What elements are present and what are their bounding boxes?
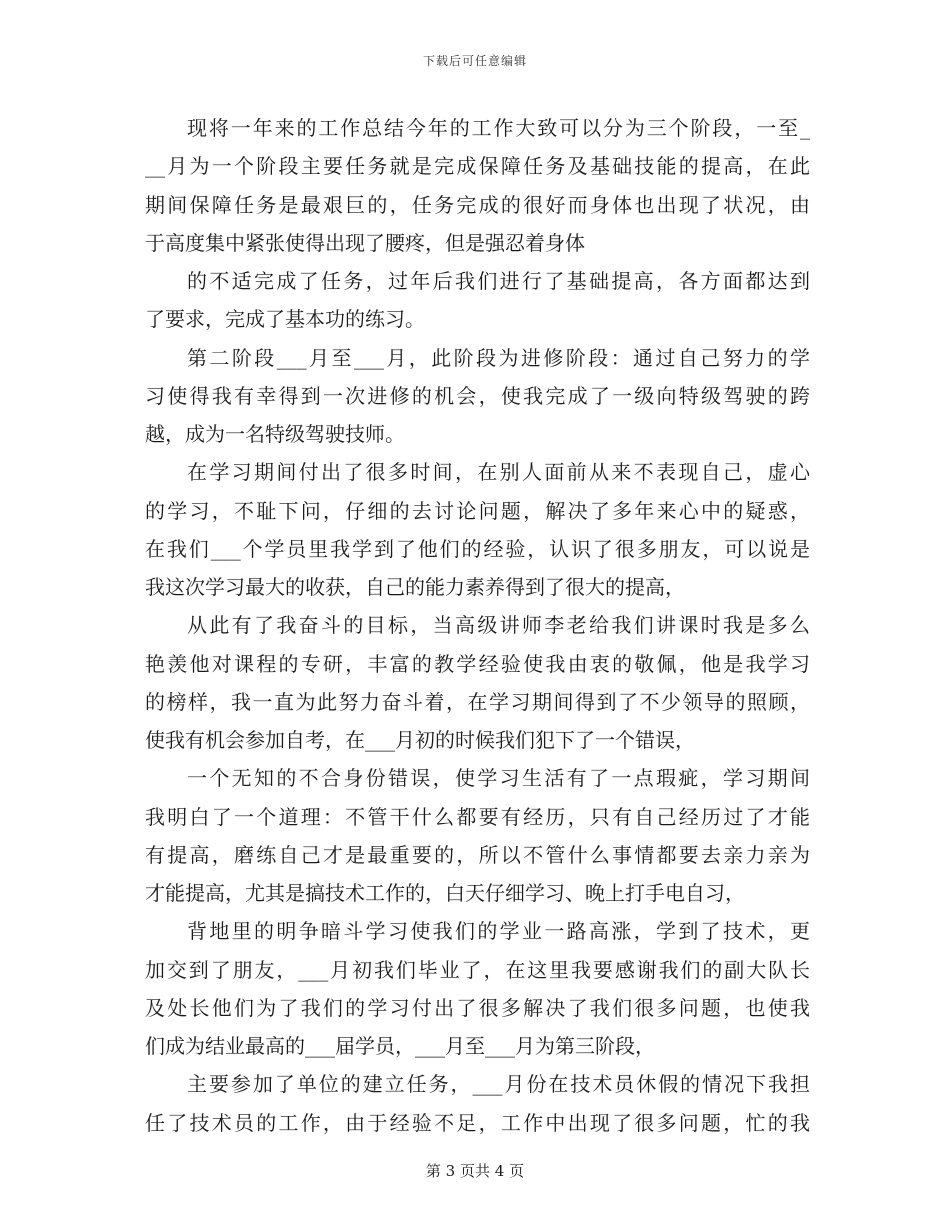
- text-line: 及处长他们为了我们的学习付出了很多解决了我们很多问题，也使我: [145, 995, 810, 1020]
- text-line: 我这次学习最大的收获，自己的能力素养得到了很大的提高，: [145, 575, 685, 599]
- text-line: 的学习，不耻下问，仔细的去讨论问题，解决了多年来心中的疑惑，: [145, 498, 810, 523]
- text-line: 艳羡他对课程的专研，丰富的教学经验使我由衷的敬佩，他是我学习: [145, 651, 810, 676]
- text-line: 期间保障任务是最艰巨的，任务完成的很好而身体也出现了状况，由: [145, 192, 810, 217]
- text-line: 从此有了我奋斗的目标，当高级讲师李老给我们讲课时我是多么: [187, 613, 810, 638]
- text-line: 越，成为一名特级驾驶技师。: [145, 422, 405, 446]
- text-line: 们成为结业最高的___届学员，___月至___月为第三阶段，: [145, 1034, 655, 1058]
- text-line: 的榜样，我一直为此努力奋斗着，在学习期间得到了不少领导的照顾，: [145, 689, 810, 714]
- text-line: 在我们___个学员里我学到了他们的经验，认识了很多朋友，可以说是: [145, 536, 810, 561]
- text-line: 使我有机会参加自考，在___月初的时候我们犯下了一个错误，: [145, 728, 695, 752]
- page-footer: 第 3 页共 4 页: [425, 1162, 525, 1180]
- text-line: 加交到了朋友，___月初我们毕业了，在这里我要感谢我们的副大队长: [145, 957, 810, 982]
- text-line: 才能提高，尤其是搞技术工作的，白天仔细学习、晚上打手电自习，: [145, 881, 745, 905]
- page-header: 下载后可任意编辑: [422, 54, 527, 68]
- text-line: 了要求，完成了基本功的练习。: [145, 307, 425, 332]
- text-line: 主要参加了单位的建立任务，___月份在技术员休假的情况下我担: [187, 1072, 810, 1097]
- text-line: 现将一年来的工作总结今年的工作大致可以分为三个阶段，一至_: [187, 116, 810, 140]
- text-line: 第二阶段___月至___月，此阶段为进修阶段：通过自己努力的学: [187, 345, 810, 370]
- text-line: 于高度集中紧张使得出现了腰疼，但是强忍着身体: [145, 230, 585, 255]
- text-line: __月为一个阶段主要任务就是完成保障任务及基础技能的提高，在此: [145, 154, 810, 179]
- text-line: 在学习期间付出了很多时间，在别人面前从来不表现自己，虚心: [187, 460, 810, 485]
- text-line: 任了技术员的工作，由于经验不足，工作中出现了很多问题，忙的我: [145, 1110, 810, 1135]
- text-line: 背地里的明争暗斗学习使我们的学业一路高涨，学到了技术，更: [187, 919, 810, 944]
- text-line: 的不适完成了任务，过年后我们进行了基础提高，各方面都达到: [187, 269, 810, 293]
- text-line: 一个无知的不合身份错误，使学习生活有了一点瑕疵，学习期间: [187, 766, 810, 791]
- document-body: [145, 109, 810, 1142]
- text-line: 我明白了一个道理：不管干什么都要有经历，只有自己经历过了才能: [145, 804, 810, 829]
- text-line: 习使得我有幸得到一次进修的机会，使我完成了一级向特级驾驶的跨: [145, 383, 810, 408]
- text-line: 有提高，磨练自己才是最重要的，所以不管什么事情都要去亲力亲为: [145, 842, 810, 867]
